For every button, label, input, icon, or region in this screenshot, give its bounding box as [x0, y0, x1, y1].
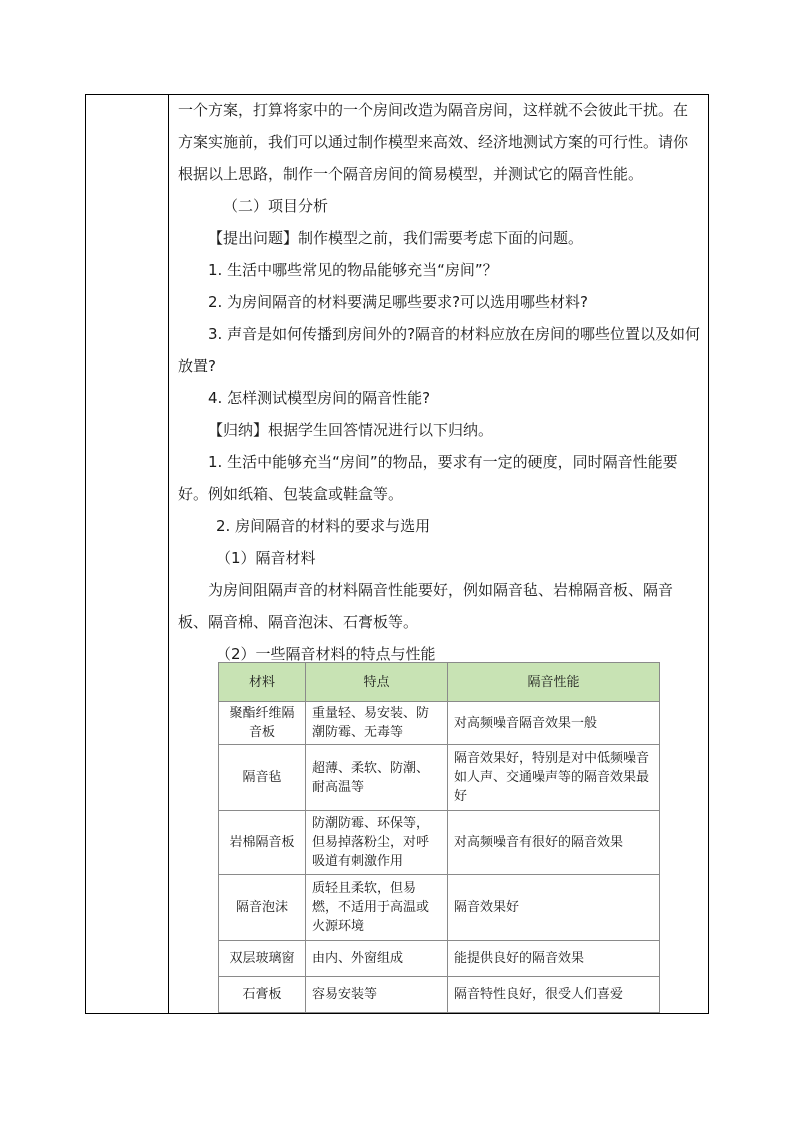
- header-feature: 特点: [306, 663, 448, 702]
- question-2: 2. 为房间隔音的材料要满足哪些要求?可以选用哪些材料?: [208, 293, 589, 311]
- question-3: 3. 声音是如何传播到房间外的?隔音的材料应放在房间的哪些位置以及如何放置?: [178, 325, 701, 375]
- cell-feature: 超薄、柔软、防潮、耐高温等: [306, 745, 448, 811]
- subheading-2: （2）一些隔音材料的特点与性能: [216, 645, 436, 663]
- cell-feature: 由内、外窗组成: [306, 941, 448, 977]
- table-row: [219, 702, 660, 745]
- header-performance: 隔音性能: [448, 663, 660, 702]
- cell-performance: 对高频噪音隔音效果一般: [448, 702, 660, 745]
- table-row: [219, 941, 660, 977]
- cell-material: 隔音泡沫: [219, 875, 306, 941]
- header-material: 材料: [219, 663, 306, 702]
- summary-2: 2. 房间隔音的材料的要求与选用: [216, 517, 431, 535]
- summary-intro: 【归纳】根据学生回答情况进行以下归纳。: [208, 421, 494, 439]
- question-4: 4. 怎样测试模型房间的隔音性能?: [208, 389, 431, 407]
- cell-material: 聚酯纤维隔音板: [219, 702, 306, 745]
- cell-performance: 对高频噪音有很好的隔音效果: [448, 811, 660, 875]
- cell-material: 隔音毡: [219, 745, 306, 811]
- cell-material: 石膏板: [219, 977, 306, 1013]
- cell-material: 双层玻璃窗: [219, 941, 306, 977]
- table-row: [219, 811, 660, 875]
- subheading-1: （1）隔音材料: [216, 549, 316, 567]
- materials-table: [218, 662, 660, 1013]
- content-cell: [178, 94, 702, 670]
- cell-performance: 隔音效果好，特别是对中低频噪音如人声、交通噪声等的隔音效果最好: [448, 745, 660, 811]
- question-1: 1. 生活中哪些常见的物品能够充当“房间”？: [208, 261, 498, 279]
- cell-feature: 容易安装等: [306, 977, 448, 1013]
- cell-feature: 质轻且柔软，但易燃，不适用于高温或火源环境: [306, 875, 448, 941]
- cell-feature: 防潮防霉、环保等，但易掉落粉尘，对呼吸道有刺激作用: [306, 811, 448, 875]
- paragraph-question-intro: 【提出问题】制作模型之前，我们需要考虑下面的问题。: [208, 229, 584, 247]
- table-header-row: [219, 663, 660, 702]
- cell-performance: 能提供良好的隔音效果: [448, 941, 660, 977]
- table-row: [219, 745, 660, 811]
- cell-performance: 隔音效果好: [448, 875, 660, 941]
- cell-feature: 重量轻、易安装、防潮防霉、无毒等: [306, 702, 448, 745]
- column-divider: [168, 94, 169, 1014]
- paragraph-intro: 一个方案，打算将家中的一个房间改造为隔音房间，这样就不会彼此干扰。在方案实施前，我们可以通过制作模型来高效、经济地测试方案的可行性。请你根据以上思路，制作一个隔音房间的简易模型，并测试它的隔音性能。: [178, 101, 689, 183]
- paragraph-materials: 为房间阻隔声音的材料隔音性能要好，例如隔音毡、岩棉隔音板、隔音板、隔音棉、隔音泡沫、石膏板等。: [178, 581, 674, 631]
- summary-1: 1. 生活中能够充当“房间”的物品，要求有一定的硬度，同时隔音性能要好。例如纸箱、包装盒或鞋盒等。: [178, 453, 678, 503]
- cell-material: 岩棉隔音板: [219, 811, 306, 875]
- section-heading: （二）项目分析: [223, 197, 329, 215]
- cell-performance: 隔音特性良好，很受人们喜爱: [448, 977, 660, 1013]
- table-row: [219, 875, 660, 941]
- table-row: [219, 977, 660, 1013]
- materials-table-wrapper: [218, 662, 660, 1013]
